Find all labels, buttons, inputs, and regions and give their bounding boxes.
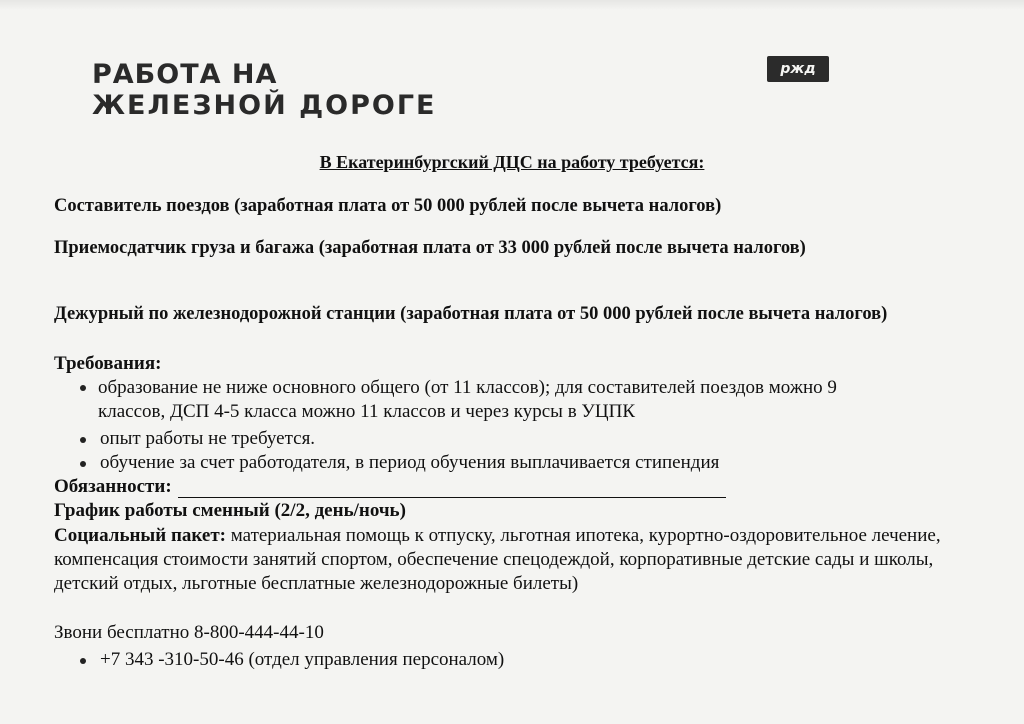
- schedule: График работы сменный (2/2, день/ночь): [54, 500, 406, 521]
- requirements-title: Требования:: [54, 353, 162, 374]
- rzd-logo: ржд: [767, 56, 829, 82]
- page-heading: В Екатеринбургский ДЦС на работу требуется:: [319, 152, 705, 172]
- job-cargo-receiver: Приемосдатчик груза и багажа (заработная плата от 33 000 рублей после вычета налогов): [54, 238, 806, 258]
- requirement-text: образование не ниже основного общего (от 11 классов); для составителей поездов можно 9 классов, ДСП 4-5 класса можно 11 классов и через курсы в УЦПК: [98, 377, 837, 422]
- social-text: материальная помощь к отпуску, льготная ипотека, курортно-оздоровительное лечение, компенсация стоимости занятий спортом, обеспечение спецодеждой, корпоративные детские сады и школы, детский отдых, льготные бесплатные железнодорожные билеты): [54, 525, 941, 594]
- job-composer: Составитель поездов (заработная плата от 50 000 рублей после вычета налогов): [54, 196, 722, 216]
- requirement-item: [80, 451, 719, 475]
- social-package: [54, 524, 954, 596]
- phone-text: +7 343 -310-50-46 (отдел управления персоналом): [100, 649, 505, 670]
- bullet-icon: [80, 658, 86, 664]
- header-title-line1: РАБОТА НА: [92, 59, 278, 90]
- free-call: Звони бесплатно 8-800-444-44-10: [54, 622, 324, 643]
- duties-blank-line: [178, 479, 726, 498]
- duties-row: [54, 476, 726, 498]
- requirement-text: обучение за счет работодателя, в период обучения выплачивается стипендия: [100, 452, 720, 473]
- social-label: Социальный пакет:: [54, 525, 226, 546]
- job-station-duty: Дежурный по железнодорожной станции (заработная плата от 50 000 рублей после вычета налогов): [54, 304, 888, 324]
- phone-item: [80, 648, 504, 672]
- requirement-text: опыт работы не требуется.: [100, 428, 316, 449]
- requirement-item: [80, 427, 315, 451]
- header-title-line2: ЖЕЛЕЗНОЙ ДОРОГЕ: [92, 90, 437, 121]
- bullet-icon: [80, 437, 86, 443]
- bullet-icon: [80, 461, 86, 467]
- duties-label: Обязанности:: [54, 476, 172, 497]
- bullet-icon: [80, 385, 86, 391]
- scan-edge: [0, 0, 1024, 10]
- header-title: [92, 60, 436, 122]
- requirement-item: [80, 376, 900, 424]
